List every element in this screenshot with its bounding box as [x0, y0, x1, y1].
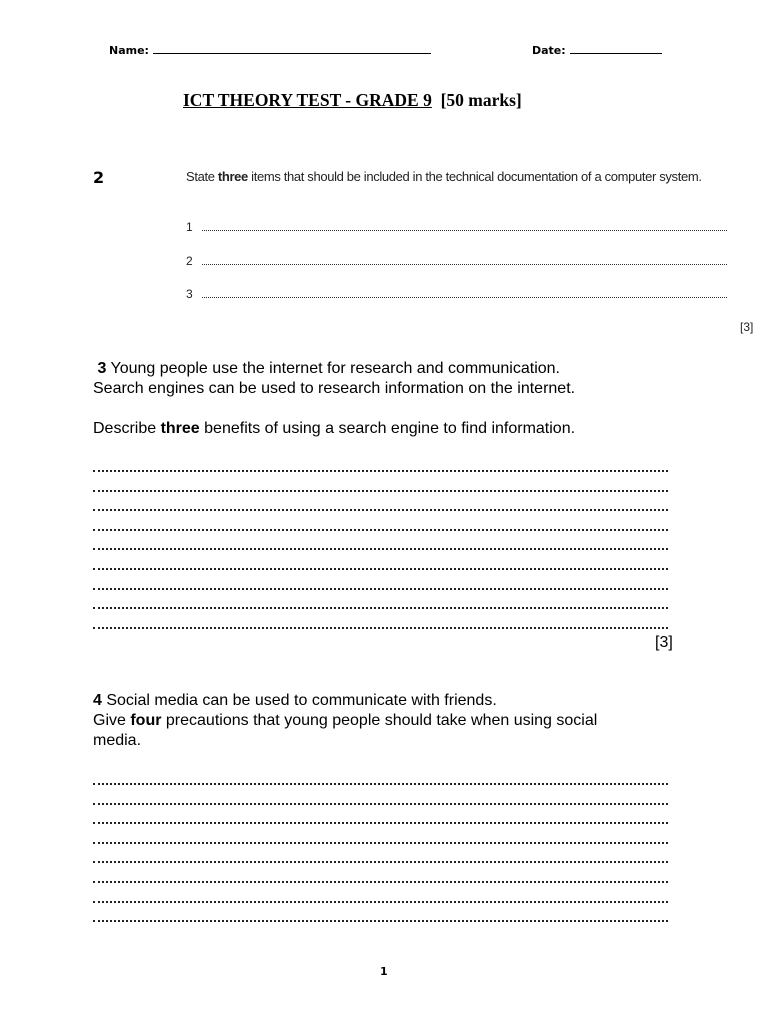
- date-field: [532, 43, 662, 57]
- q3-prompt-end: benefits of using a search engine to find information.: [199, 420, 576, 437]
- test-title: ICT THEORY TEST - GRADE 9: [183, 90, 432, 110]
- q3-prompt-bold: three: [160, 420, 200, 437]
- answer-dotted-line[interactable]: [93, 470, 668, 472]
- q4-line-2: [93, 711, 597, 731]
- answer-dotted-line[interactable]: [93, 920, 668, 922]
- q4-question: [93, 691, 597, 751]
- q4-number: 4: [93, 692, 102, 709]
- q2-answer-line[interactable]: [186, 287, 727, 301]
- answer-dotted-line[interactable]: [93, 548, 668, 550]
- q2-line-number: 2: [186, 254, 193, 268]
- total-marks: [50 marks]: [440, 90, 522, 110]
- q4-line-2-start: Give: [93, 712, 131, 729]
- q4-line-2-end: precautions that young people should take when using social: [161, 712, 598, 729]
- q4-line-3: media.: [93, 732, 142, 749]
- q2-number: 2: [93, 168, 105, 187]
- answer-dotted-line[interactable]: [93, 901, 668, 903]
- q2-marks: [3]: [740, 320, 754, 334]
- q2-line-number: 1: [186, 220, 193, 234]
- q4-line-1-text: Social media can be used to communicate with friends.: [101, 692, 497, 709]
- answer-dotted-line[interactable]: [93, 607, 668, 609]
- q2-text-start: State: [186, 169, 218, 184]
- q2-answer-line[interactable]: [186, 254, 727, 268]
- q2-line-number: 3: [186, 287, 193, 301]
- name-blank[interactable]: [153, 43, 431, 54]
- q2-answer-line[interactable]: [186, 220, 727, 234]
- answer-dotted-line[interactable]: [93, 529, 668, 531]
- q3-marks: [3]: [655, 634, 673, 651]
- q2-text-end: items that should be included in the technical documentation of a computer system.: [247, 169, 702, 184]
- answer-dotted-line[interactable]: [93, 881, 668, 883]
- q4-line-1: [93, 691, 597, 711]
- q2-dotted-line: [202, 222, 727, 231]
- page-title: [183, 90, 522, 111]
- q3-line-1: [93, 359, 575, 379]
- answer-dotted-line[interactable]: [93, 822, 668, 824]
- answer-dotted-line[interactable]: [93, 509, 668, 511]
- q2-text-bold: three: [217, 169, 248, 184]
- q3-question: [93, 359, 575, 439]
- q3-line-2: Search engines can be used to research information on the internet.: [93, 380, 576, 397]
- answer-dotted-line[interactable]: [93, 568, 668, 570]
- page-number: 1: [380, 965, 388, 978]
- answer-dotted-line[interactable]: [93, 803, 668, 805]
- q3-line-1-text: Young people use the internet for research and communication.: [106, 360, 560, 377]
- q2-question: [186, 169, 702, 184]
- q4-line-2-bold: four: [130, 712, 162, 729]
- name-field: [109, 43, 431, 57]
- q2-dotted-line: [202, 256, 727, 265]
- q3-prompt-start: Describe: [93, 420, 161, 437]
- answer-dotted-line[interactable]: [93, 588, 668, 590]
- answer-dotted-line[interactable]: [93, 842, 668, 844]
- date-label: Date:: [532, 44, 566, 57]
- answer-dotted-line[interactable]: [93, 490, 668, 492]
- answer-dotted-line[interactable]: [93, 783, 668, 785]
- q3-prompt: [93, 419, 575, 439]
- q3-number: 3: [97, 360, 107, 377]
- name-label: Name:: [109, 44, 149, 57]
- answer-dotted-line[interactable]: [93, 627, 668, 629]
- answer-dotted-line[interactable]: [93, 861, 668, 863]
- q2-dotted-line: [202, 289, 727, 298]
- date-blank[interactable]: [570, 43, 662, 54]
